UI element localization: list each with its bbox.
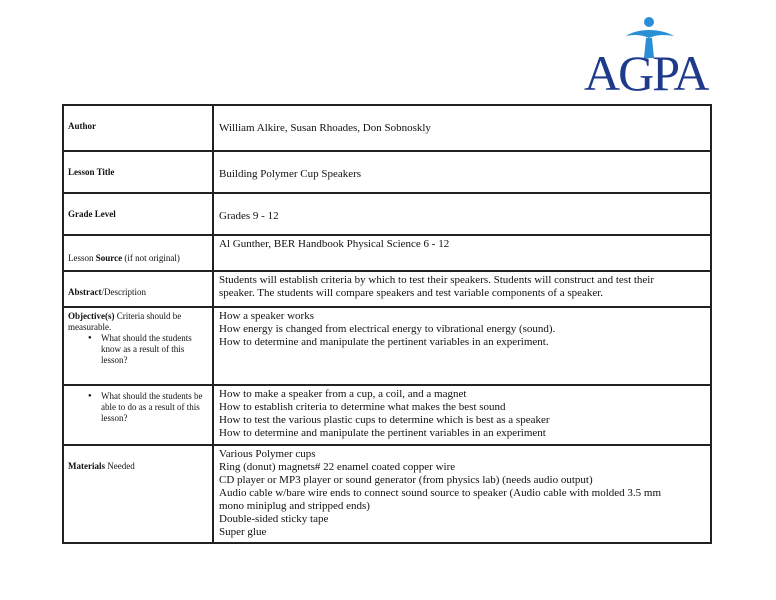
list-item: mono miniplug and stripped ends) — [219, 500, 370, 512]
list-item: How to establish criteria to determine what makes the best sound — [219, 401, 506, 413]
skills-value — [213, 385, 711, 445]
table-row — [63, 445, 711, 543]
table-row — [63, 193, 711, 235]
abstract-value: Students will establish criteria by which to test their speakers. Students will construct and test their speaker. The students will compare speakers and test variable components of a speaker. — [213, 271, 711, 307]
list-item: How to determine and manipulate the pertinent variables in an experiment. — [219, 336, 549, 348]
table-row — [63, 105, 711, 151]
table-row — [63, 235, 711, 271]
table-row — [63, 151, 711, 193]
lesson-source-label: Lesson Source (if not original) — [63, 235, 213, 271]
grade-level-value: Grades 9 - 12 — [213, 193, 711, 235]
lesson-source-value: Al Gunther, BER Handbook Physical Science 6 - 12 — [213, 235, 711, 271]
author-value: William Alkire, Susan Rhoades, Don Sobnoskly — [213, 105, 711, 151]
list-item: ● What should the students be able to do as a result of this lesson? — [68, 391, 208, 424]
objectives-label: Objective(s) Criteria should be measurable. ● What should the students know as a result of this lesson? — [63, 307, 213, 385]
table-row — [63, 271, 711, 307]
list-item: How to make a speaker from a cup, a coil, and a magnet — [219, 388, 467, 400]
list-item: How to test the various plastic cups to determine which is best as a speaker — [219, 414, 550, 426]
list-item: Various Polymer cups — [219, 448, 316, 460]
abstract-label: Abstract/Description — [63, 271, 213, 307]
agpa-logo — [582, 14, 712, 101]
materials-label: Materials Needed — [63, 445, 213, 543]
list-item: CD player or MP3 player or sound generator (from physics lab) (needs audio output) — [219, 474, 593, 486]
list-item: Audio cable w/bare wire ends to connect sound source to speaker (Audio cable with molded 3.5 mm — [219, 487, 662, 499]
list-item: How energy is changed from electrical energy to vibrational energy (sound). — [219, 323, 556, 335]
grade-level-label: Grade Level — [63, 193, 213, 235]
list-item: Double-sided sticky tape — [219, 513, 329, 525]
list-item: Ring (donut) magnets# 22 enamel coated copper wire — [219, 461, 456, 473]
table-row — [63, 307, 711, 385]
list-item: How to determine and manipulate the pertinent variables in an experiment — [219, 427, 546, 439]
skills-bullet-list — [68, 389, 208, 424]
list-item: ● What should the students know as a result of this lesson? — [68, 333, 208, 366]
objectives-bullet-list — [68, 333, 208, 366]
lesson-title-label: Lesson Title — [63, 151, 213, 193]
logo-text: AGPA — [584, 45, 708, 101]
materials-value — [213, 445, 711, 543]
author-label: Author — [63, 105, 213, 151]
lesson-title-value: Building Polymer Cup Speakers — [213, 151, 711, 193]
list-item: Super glue — [219, 526, 267, 538]
objectives-value — [213, 307, 711, 385]
lesson-plan-table — [62, 104, 712, 544]
table-row — [63, 385, 711, 445]
skills-label — [63, 385, 213, 445]
list-item: How a speaker works — [219, 310, 314, 322]
